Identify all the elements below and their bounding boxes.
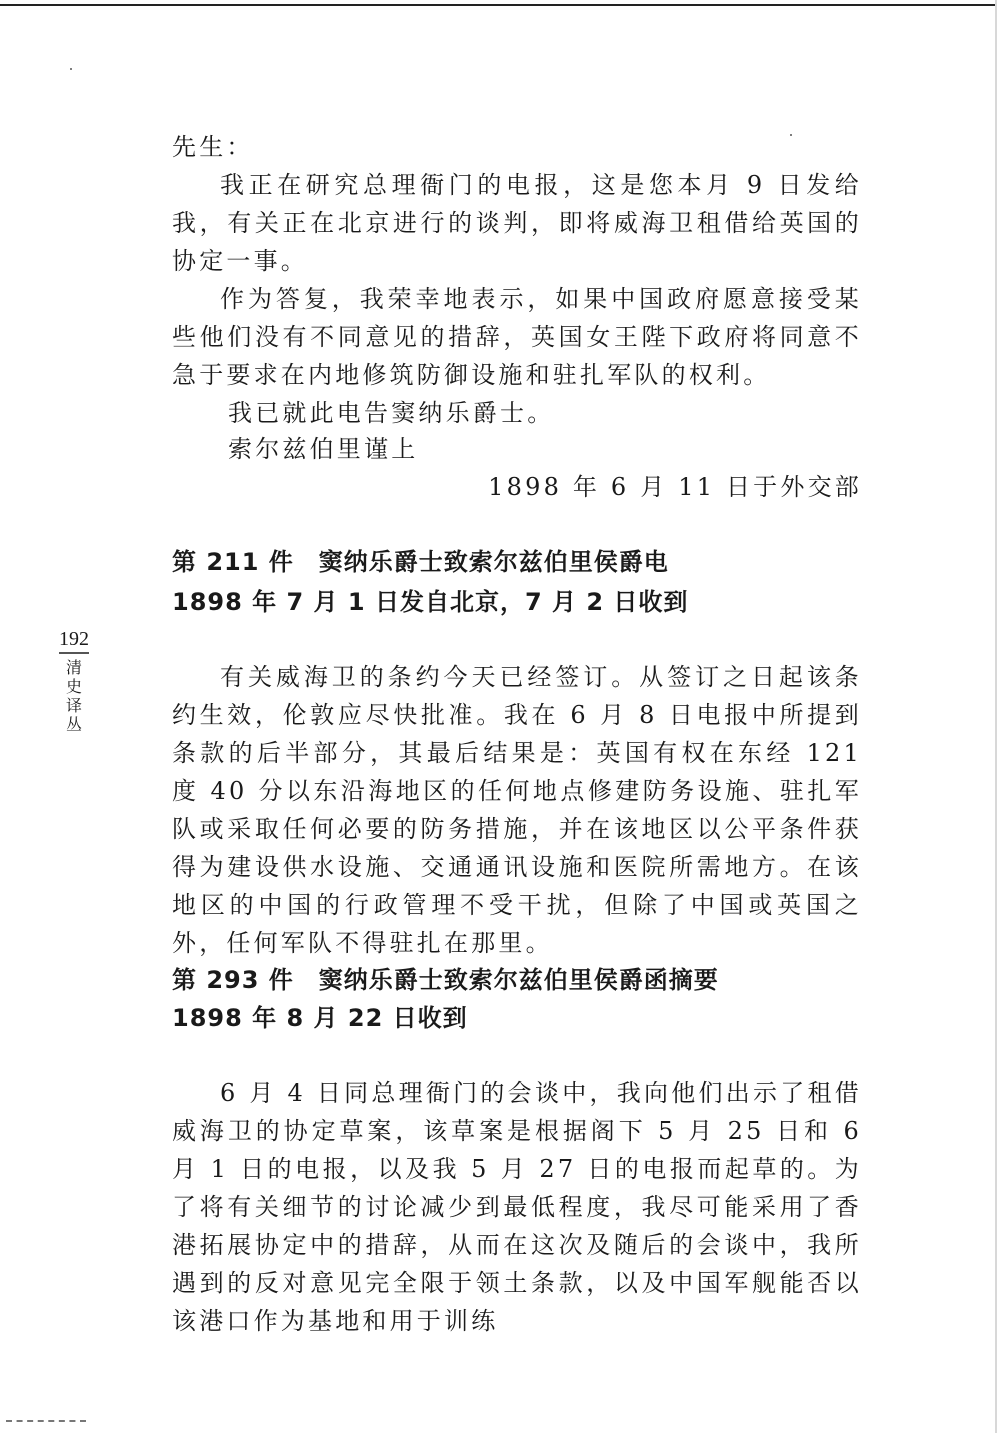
- page-number-underline: [59, 652, 89, 654]
- series-title-char: 史: [65, 677, 82, 696]
- letter-signature: 索尔兹伯里谨上: [228, 435, 419, 463]
- letter-paragraph-1: 我正在研究总理衙门的电报，这是您本月 9 日发给我，有关正在北京进行的谈判，即将威海卫租借给英国的协定一事。: [172, 171, 862, 275]
- margin-folio: [54, 628, 94, 734]
- letter-paragraph-2: 作为答复，我荣幸地表示，如果中国政府愿意接受某些他们没有不同意见的措辞，英国女王陛下政府将同意不急于要求在内地修筑防御设施和驻扎军队的权利。: [172, 285, 862, 389]
- letter-dateline: 1898 年 6 月 11 日于外交部: [488, 473, 862, 501]
- series-title-char: 丛: [65, 715, 82, 734]
- scan-speck: [70, 68, 72, 70]
- page-number: 192: [59, 628, 89, 650]
- scan-speck: [790, 134, 792, 136]
- document-293-body: 6 月 4 日同总理衙门的会谈中，我向他们出示了租借威海卫的协定草案，该草案是根据阁下 5 月 25 日和 6 月 1 日的电报，以及我 5 月 27 日的电报而起草的。为了将有关细节的讨论减少到最低程度，我尽可能采用了香港拓展协定中的措辞，从而在这次及随后的会谈中，我所遇到的反对意见完全限于领土条款，以及中国军舰能否以该港口作为基地和用于训练: [172, 1079, 862, 1335]
- top-border-line: [0, 4, 997, 6]
- series-title-char: 清: [65, 658, 82, 677]
- salutation: 先生：: [172, 133, 254, 161]
- document-211-body: 有关威海卫的条约今天已经签订。从签订之日起该条约生效，伦敦应尽快批准。我在 6 月 8 日电报中所提到条款的后半部分，其最后结果是：英国有权在东经 121 度 40 分以东沿海地区的任何地点修建防务设施、驻扎军队或采取任何必要的防务措施，并在该地区以公平条件获得为建设供水设施、交通通讯设施和医院所需地方。在该地区的中国的行政管理不受干扰，但除了中国或英国之外，任何军队不得驻扎在那里。: [172, 663, 862, 957]
- document-211-title: 第 211 件 窦纳乐爵士致索尔兹伯里侯爵电: [172, 548, 669, 576]
- document-211-subtitle: 1898 年 7 月 1 日发自北京，7 月 2 日收到: [172, 588, 689, 616]
- scan-artifact: [6, 1420, 86, 1426]
- document-293-title: 第 293 件 窦纳乐爵士致索尔兹伯里侯爵函摘要: [172, 966, 719, 994]
- series-title-char: 译: [65, 696, 82, 715]
- letter-paragraph-3: 我已就此电告窦纳乐爵士。: [228, 399, 555, 427]
- document-293-subtitle: 1898 年 8 月 22 日收到: [172, 1004, 468, 1032]
